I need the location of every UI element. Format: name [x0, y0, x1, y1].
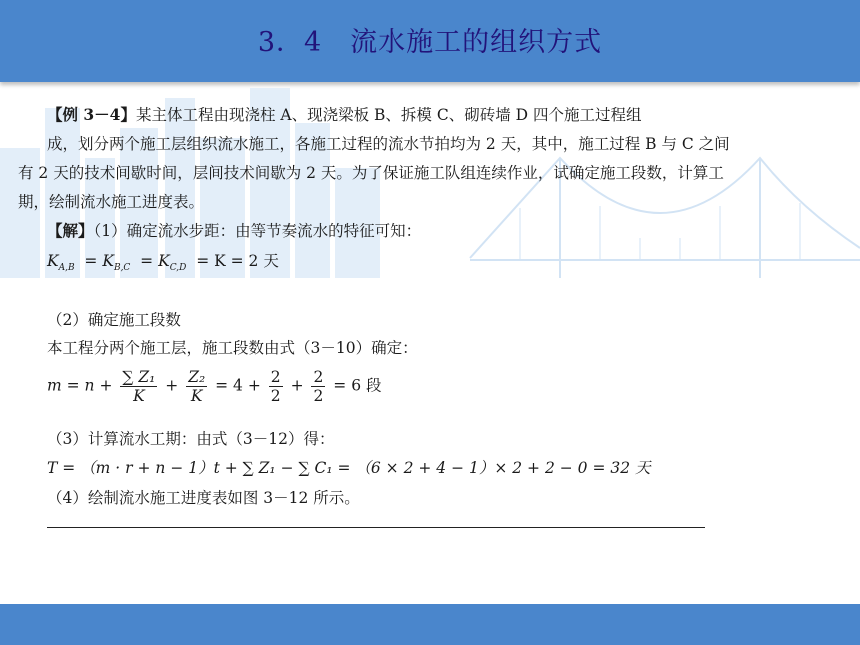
formula-step-distance: $K_{A,B} = K_{B,C} = K_{C,D} = K = 2$ 天 [47, 252, 279, 273]
example-text-1: 某主体工程由现浇柱 A、现浇梁板 B、拆模 C、砌砖墙 D 四个施工过程组 [135, 106, 642, 124]
example-line-4: 期，绘制流水施工进度表。 [18, 193, 205, 211]
fraction-z2-over-k: $\frac{\text{Z₂}}{K}$ [188, 368, 206, 405]
example-line-3: 有 2 天的技术间歇时间，层间技术间歇为 2 天。为了保证施工队组连续作业，试确定施工段数，计算工 [18, 164, 724, 182]
fraction-2-over-2-a: $\frac{2}{2}$ [270, 368, 281, 405]
solution-step-4: （4）绘制流水施工进度表如图 3－12 所示。 [47, 489, 360, 507]
example-tag: 【例 3－4】 [47, 105, 136, 124]
solution-step-1: （1）确定流水步距：由等节奏流水的特征可知： [93, 222, 422, 240]
solution-line-1 [47, 219, 421, 241]
solution-step-2-text: 本工程分两个施工层，施工段数由式（3－10）确定： [47, 339, 418, 357]
solution-step-3: （3）计算流水工期：由式（3－12）得： [47, 430, 335, 448]
example-line-1 [47, 103, 641, 125]
example-line-2: 成，划分两个施工层组织流水施工，各施工过程的流水节拍均为 2 天，其中，施工过程 B 与 C 之间 [47, 135, 730, 153]
slide-title: 3．4 流水施工的组织方式 [257, 27, 603, 58]
solution-step-2: （2）确定施工段数 [47, 311, 181, 329]
formula-duration: T = （m · r + n − 1）t + ∑ Z₁ − ∑ C₁ = （6 × 2 + 4 − 1）× 2 + 2 − 0 = 32 天 [47, 459, 651, 477]
formula-segments: m = n + $\frac{\text{∑ Z₁}}{K}$ + $\frac{\text{Z₂}}{K}$ = 4 + $\frac{2}{2}$ + $\frac{2}{2}$ = 6 段 [47, 368, 382, 405]
fraction-2-over-2-b: $\frac{2}{2}$ [313, 368, 324, 405]
solution-tag: 【解】 [47, 221, 94, 240]
divider-line [47, 527, 705, 528]
fraction-sum-z1-over-k: $\frac{\text{∑ Z₁}}{K}$ [122, 368, 156, 405]
footer-bar [0, 604, 860, 645]
